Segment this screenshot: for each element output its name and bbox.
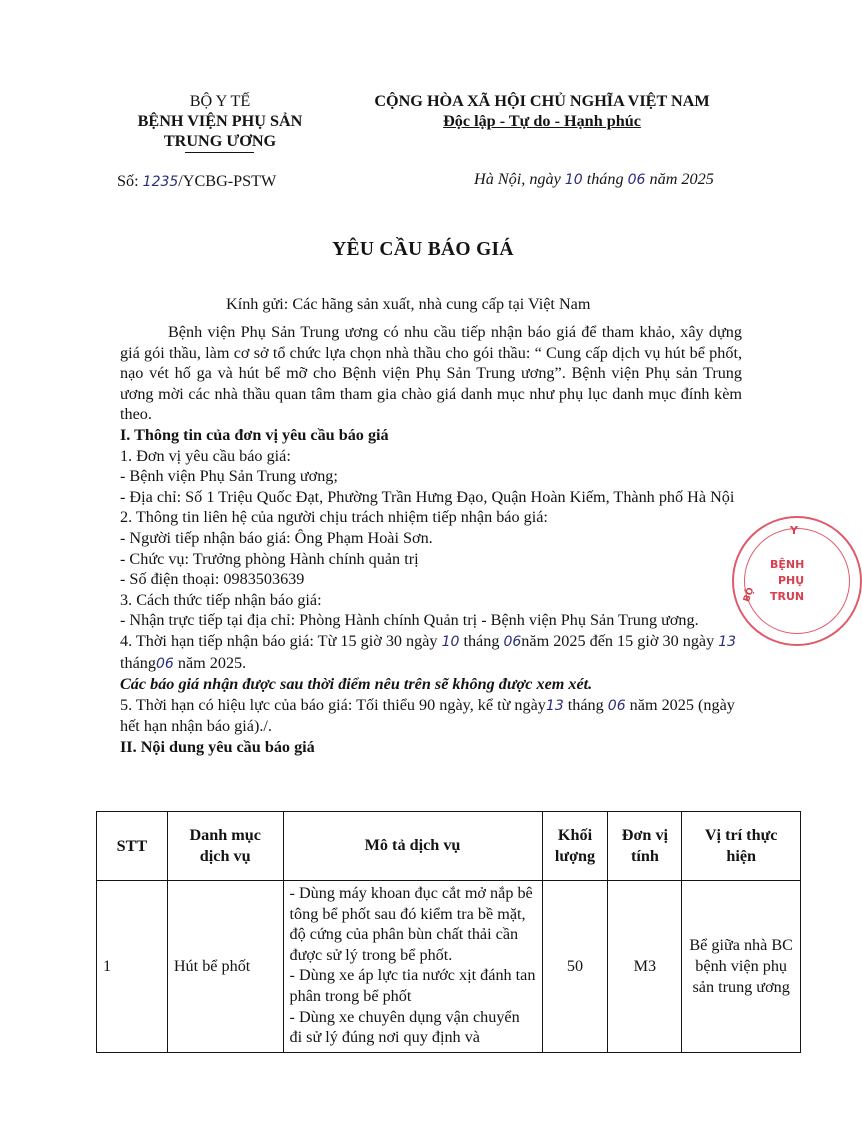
item5-part2: tháng [563, 695, 608, 714]
document-title: YÊU CẦU BÁO GIÁ [332, 239, 514, 260]
stamp-text-side: BỘ [742, 586, 757, 604]
section1-item3-a: - Nhận trực tiếp tại địa chỉ: Phòng Hành chính Quản trị - Bệnh viện Phụ Sản Trung ương. [120, 611, 699, 630]
item4-part5: năm 2025. [173, 653, 247, 672]
item5-part3: năm 2025 (ngày hết hạn nhận báo giá)./. [120, 695, 735, 736]
table-header-row [97, 812, 801, 881]
item5-part1: 5. Thời hạn có hiệu lực của báo giá: Tối thiểu 90 ngày, kể từ ngày [120, 695, 546, 714]
cell-category: Hút bể phốt [167, 881, 283, 1053]
cell-location: Bể giữa nhà BC bệnh viện phụ sản trung ương [682, 881, 801, 1053]
item4-part2: tháng [459, 631, 504, 650]
date-day: 10 [564, 172, 583, 188]
issuer-block [120, 91, 320, 151]
date-part1: Hà Nội, ngày [474, 170, 565, 188]
item4-month2: 06 [155, 655, 174, 672]
stamp-text-top: Y [790, 524, 798, 537]
header-category: Danh mục dịch vụ [167, 812, 283, 881]
service-table [96, 811, 801, 1053]
date-line [474, 169, 714, 191]
section2-heading: II. Nội dung yêu cầu báo giá [120, 737, 315, 756]
item4-part1: 4. Thời hạn tiếp nhận báo giá: Từ 15 giờ 30 ngày [120, 631, 442, 650]
national-header [352, 91, 732, 131]
document-body [120, 322, 742, 757]
hospital-stamp [732, 516, 862, 646]
ministry-name: BỘ Y TẾ [189, 92, 251, 110]
late-submission-note: Các báo giá nhận được sau thời điểm nêu trên sẽ không được xem xét. [120, 675, 593, 694]
issuer-underline [185, 152, 254, 153]
item4-day1: 10 [441, 633, 460, 650]
header-stt: STT [97, 812, 168, 881]
intro-paragraph: Bệnh viện Phụ Sản Trung ương có nhu cầu tiếp nhận báo giá để tham khảo, xây dựng giá gói thầu, làm cơ sở tổ chức lựa chọn nhà thầu cho gói thầu: “ Cung cấp dịch vụ hút bể phốt, nạo vét hố ga và hút bể mỡ cho Bệnh viện Phụ Sản Trung ương”. Bệnh viện Phụ sản Trung ương mời các nhà thầu quan tâm tham gia chào giá danh mục như phụ lục danh mục đính kèm theo. [120, 323, 742, 424]
item5-month: 06 [607, 697, 626, 714]
hospital-name-line2: TRUNG ƯƠNG [163, 132, 277, 150]
date-part3: năm 2025 [645, 170, 714, 188]
section1-item1-b: - Địa chỉ: Số 1 Triệu Quốc Đạt, Phường Trần Hưng Đạo, Quận Hoàn Kiếm, Thành phố Hà Nội [120, 487, 735, 506]
section1-item1: 1. Đơn vị yêu cầu báo giá: [120, 446, 291, 465]
republic-name: CỘNG HÒA XÃ HỘI CHỦ NGHĨA VIỆT NAM [374, 92, 710, 110]
stamp-text-line3: TRUN [770, 590, 805, 603]
date-part2: tháng [582, 170, 628, 188]
item4-part4: tháng [120, 653, 156, 672]
stamp-text-line1: BỆNH [770, 558, 805, 571]
stamp-inner-ring [744, 528, 850, 634]
cell-stt: 1 [97, 881, 168, 1053]
item5-day: 13 [545, 697, 564, 714]
document-number [117, 171, 276, 193]
date-month: 06 [627, 172, 646, 188]
section1-item2: 2. Thông tin liên hệ của người chịu trách nhiệm tiếp nhận báo giá: [120, 508, 548, 527]
hospital-name-line1: BỆNH VIỆN PHỤ SẢN [137, 112, 303, 130]
doc-number-handwritten: 1235 [142, 174, 179, 190]
table-row [97, 881, 801, 1053]
recipient-line: Kính gửi: Các hãng sản xuất, nhà cung cấp tại Việt Nam [226, 295, 591, 313]
section1-item4 [120, 631, 742, 674]
header-unit: Đơn vị tính [608, 812, 682, 881]
description-line: - Dùng xe áp lực tia nước xịt đánh tan phân trong bể phốt [289, 966, 536, 1005]
description-line: - Dùng máy khoan đục cắt mở nắp bê tông bể phốt sau đó kiểm tra bề mặt, độ cứng của phân bùn chất thải cần được sử lý trong bể phốt. [289, 884, 533, 964]
description-line: - Dùng xe chuyên dụng vận chuyển đi sử lý đúng nơi quy định và [289, 1007, 520, 1047]
doc-number-prefix: Số: [117, 172, 143, 190]
header-description: Mô tả dịch vụ [283, 812, 542, 881]
cell-description [283, 881, 542, 1053]
header-location: Vị trí thực hiện [682, 812, 801, 881]
section1-item3: 3. Cách thức tiếp nhận báo giá: [120, 590, 322, 609]
header-quantity: Khối lượng [542, 812, 608, 881]
section1-heading: I. Thông tin của đơn vị yêu cầu báo giá [120, 425, 389, 444]
item4-month1: 06 [503, 633, 522, 650]
stamp-text-line2: PHỤ [778, 574, 805, 587]
item4-day2: 13 [718, 633, 737, 650]
section1-item1-a: - Bệnh viện Phụ Sản Trung ương; [120, 467, 338, 486]
section1-item2-c: - Số điện thoại: 0983503639 [120, 570, 305, 589]
doc-number-suffix: /YCBG-PSTW [178, 172, 277, 190]
item4-part3: năm 2025 đến 15 giờ 30 ngày [521, 631, 719, 650]
section1-item2-a: - Người tiếp nhận báo giá: Ông Phạm Hoài Sơn. [120, 528, 433, 547]
cell-unit: M3 [608, 881, 682, 1053]
section1-item5 [120, 695, 742, 737]
national-motto: Độc lập - Tự do - Hạnh phúc [443, 112, 641, 130]
section1-item2-b: - Chức vụ: Trưởng phòng Hành chính quản trị [120, 549, 419, 568]
cell-quantity: 50 [542, 881, 608, 1053]
